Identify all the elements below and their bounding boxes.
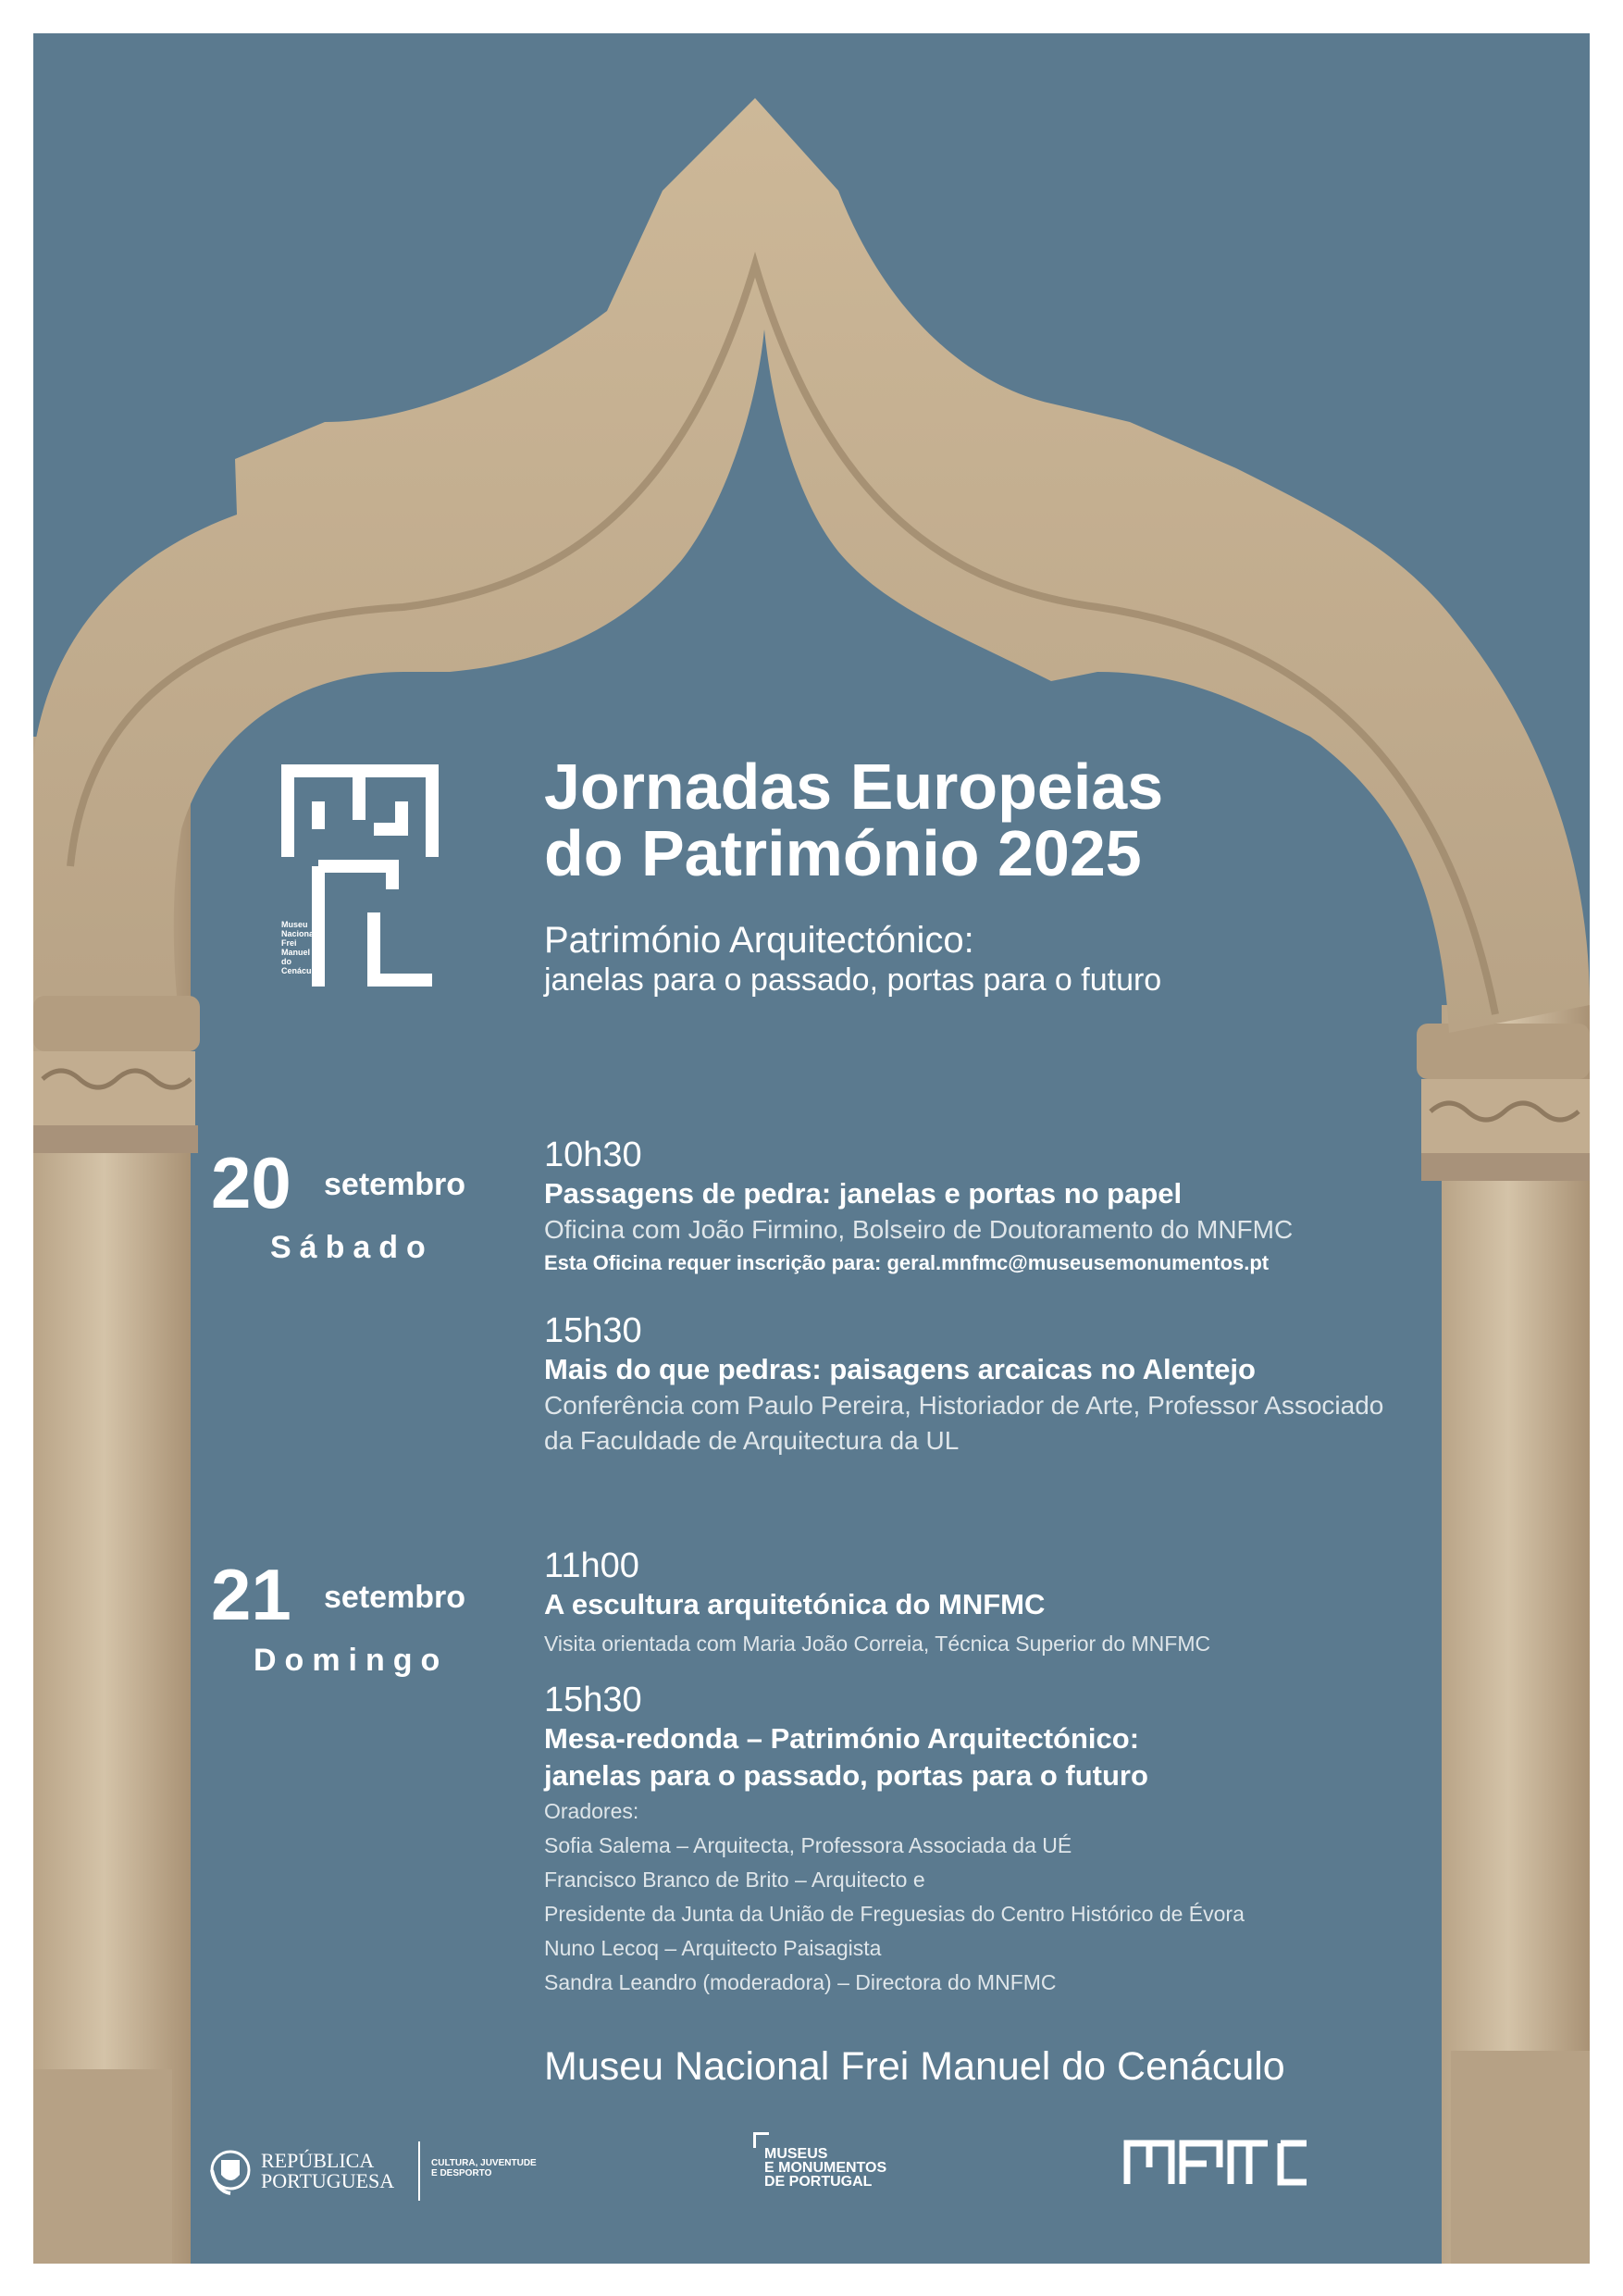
day-1-weekday: Sábado (270, 1230, 434, 1265)
speakers-list (544, 1794, 1516, 2000)
page-subtitle: Património Arquitectónico: janelas para o passado, portas para o futuro (544, 920, 1162, 998)
footer-divider (418, 2141, 420, 2201)
event-time: 15h30 (544, 1681, 642, 1719)
speaker: Sandra Leandro (moderadora) – Directora do MNFMC (544, 1970, 1057, 1994)
speaker: Presidente da Junta da União de Freguesias do Centro Histórico de Évora (544, 1902, 1245, 1926)
event-time: 11h00 (544, 1546, 639, 1585)
event-description: Oficina com João Firmino, Bolseiro de Doutoramento do MNFMC (544, 1215, 1294, 1244)
speaker: Sofia Salema – Arquitecta, Professora Associada da UÉ (544, 1833, 1072, 1857)
day-2-number: 21 (211, 1554, 291, 1635)
poster (33, 33, 1590, 2264)
mmp-text: MUSEUS E MONUMENTOS DE PORTUGAL (764, 2146, 887, 2190)
logo-caption: Museu Nacional Frei Manuel do Cenáculo (281, 920, 319, 975)
event-title: Mesa-redonda – Património Arquitectónico: janelas para o passado, portas para o futuro (544, 1722, 1148, 1792)
day-1-number: 20 (211, 1142, 291, 1223)
event-1 (544, 1135, 1469, 1277)
day-2-weekday: Domingo (254, 1643, 449, 1678)
event-description: Conferência com Paulo Pereira, Historiador de Arte, Professor Associado da Faculdade de Arquitectura da UL (544, 1391, 1384, 1455)
event-title: Mais do que pedras: paisagens arcaicas no Alentejo (544, 1353, 1256, 1385)
day-1-month: setembro (324, 1167, 466, 1202)
event-2 (544, 1310, 1516, 1458)
event-description: Visita orientada com Maria João Correia, Técnica Superior do MNFMC (544, 1632, 1211, 1656)
museus-e-monumentos-logo (753, 2132, 938, 2206)
republica-text: REPÚBLICA PORTUGUESA (261, 2149, 395, 2192)
portugal-coat-of-arms-icon (209, 2145, 252, 2195)
event-title: A escultura arquitetónica do MNFMC (544, 1588, 1046, 1620)
speakers-label: Oradores: (544, 1799, 639, 1823)
event-4 (544, 1680, 1516, 2000)
venue-name: Museu Nacional Frei Manuel do Cenáculo (544, 2044, 1285, 2089)
mnfmc-wordmark-icon (1123, 2140, 1308, 2186)
ministry-text: CULTURA, JUVENTUDE E DESPORTO (431, 2158, 537, 2178)
event-title: Passagens de pedra: janelas e portas no papel (544, 1177, 1183, 1210)
speaker: Francisco Branco de Brito – Arquitecto e (544, 1868, 925, 1892)
event-time: 15h30 (544, 1311, 642, 1350)
page-title: Jornadas Europeias do Património 2025 (544, 751, 1164, 889)
registration-note: Esta Oficina requer inscrição para: geral.mnfmc@museusemonumentos.pt (544, 1251, 1270, 1274)
republica-portuguesa-logo (209, 2140, 598, 2214)
day-2-month: setembro (324, 1580, 466, 1615)
event-3 (544, 1545, 1469, 1661)
event-time: 10h30 (544, 1136, 642, 1174)
speaker: Nuno Lecoq – Arquitecto Paisagista (544, 1936, 882, 1960)
